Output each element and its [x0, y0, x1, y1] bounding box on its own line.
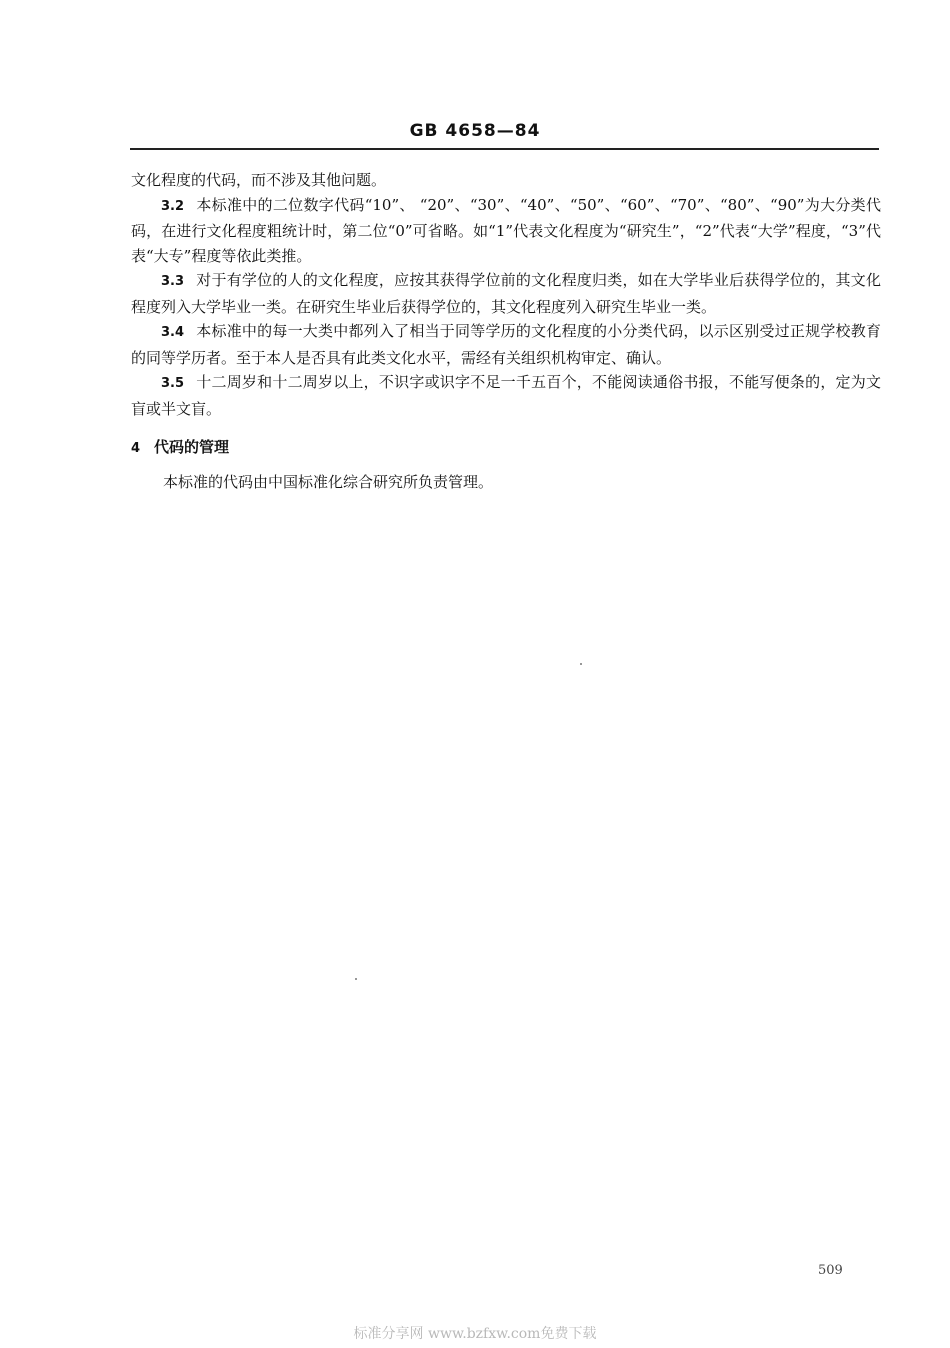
- clause-text: 对于有学位的人的文化程度，应按其获得学位前的文化程度归类，如在大学毕业后获得学位的，其文化程度列入大学毕业一类。在研究生毕业后获得学位的，其文化程度列入研究生毕业一类。: [131, 271, 881, 316]
- scan-speck: [355, 978, 357, 980]
- clause-text: 本标准中的二位数字代码“10”、 “20”、“30”、“40”、“50”、“60”、“70”、“80”、“90”为大分类代码，在进行文化程度粗统计时，第二位“0”可省略。如“1”代表文化程度为“研究生”，“2”代表“大学”程度，“3”代表“大专”程度等依此类推。: [131, 195, 881, 265]
- watermark: 标准分享网 www.bzfxw.com免费下载: [353, 1326, 597, 1342]
- clause-number: 3.5: [161, 376, 185, 391]
- header-rule: [130, 148, 879, 150]
- scan-speck: [580, 663, 582, 665]
- clause-3-5: [131, 370, 881, 421]
- section-heading: [131, 435, 881, 462]
- section-number: 4: [131, 441, 141, 456]
- clause-3-2: [131, 193, 881, 269]
- clause-3-4: [131, 319, 881, 370]
- clause-text: 十二周岁和十二周岁以上，不识字或识字不足一千五百个，不能阅读通俗书报，不能写便条的，定为文盲或半文盲。: [131, 373, 881, 418]
- clause-3-3: [131, 268, 881, 319]
- clause-number: 3.4: [161, 325, 185, 340]
- document-header: GB 4658—84: [409, 121, 541, 141]
- page-number: 509: [818, 1263, 843, 1278]
- clause-text: 本标准中的每一大类中都列入了相当于同等学历的文化程度的小分类代码，以示区别受过正规学校教育的同等学历者。至于本人是否具有此类文化水平，需经有关组织机构审定、确认。: [131, 322, 881, 367]
- intro-paragraph: 文化程度的代码，而不涉及其他问题。: [131, 171, 387, 189]
- document-body: [131, 168, 881, 494]
- section-4-paragraph: 本标准的代码由中国标准化综合研究所负责管理。: [163, 472, 494, 491]
- clause-number: 3.3: [161, 274, 185, 289]
- section-title: 代码的管理: [154, 438, 230, 456]
- clause-number: 3.2: [161, 198, 185, 214]
